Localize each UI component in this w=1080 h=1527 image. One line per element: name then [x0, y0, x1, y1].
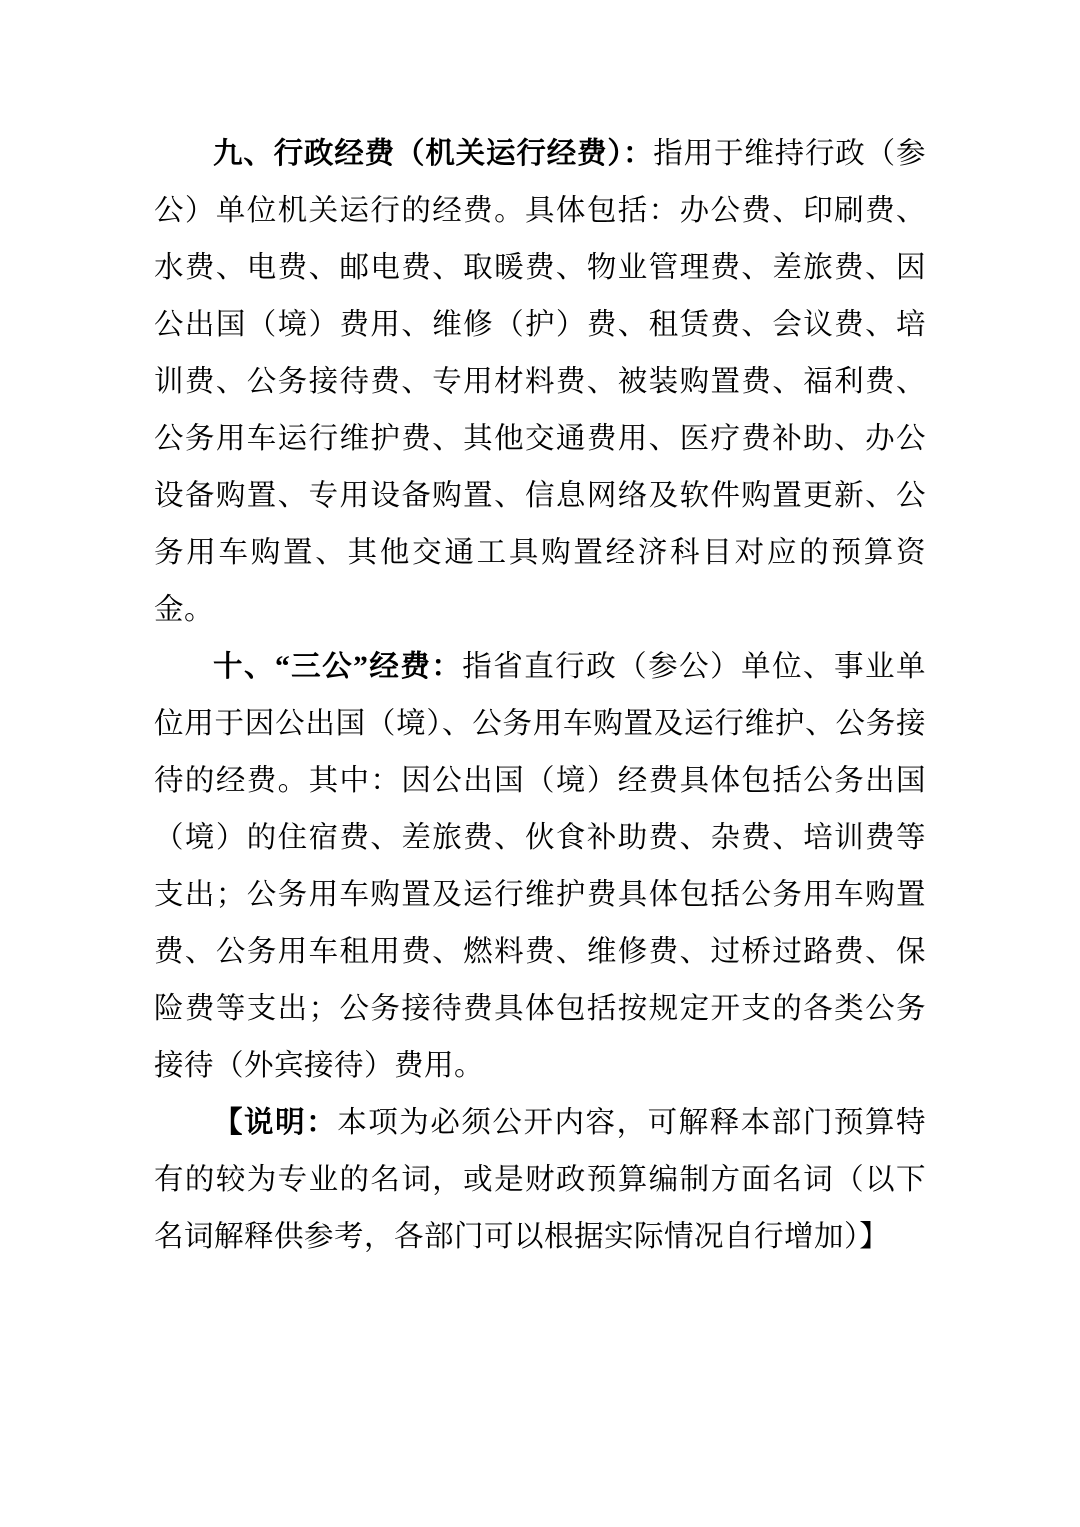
- paragraph-three-public-expenses: [154, 639, 926, 1095]
- paragraph-note-lead: 【说明：: [213, 1107, 338, 1139]
- paragraph-admin-expenses-lead: 九、行政经费（机关运行经费）：: [213, 138, 654, 170]
- paragraph-three-public-expenses-body: 指省直行政（参公）单位、事业单位用于因公出国（境）、公务用车购置及运行维护、公务接待的经费。其中：因公出国（境）经费具体包括公务出国（境）的住宿费、差旅费、伙食补助费、杂费、培训费等支出；公务用车购置及运行维护费具体包括公务用车购置费、公务用车租用费、燃料费、维修费、过桥过路费、保险费等支出；公务接待费具体包括按规定开支的各类公务接待（外宾接待）费用。: [154, 651, 926, 1082]
- paragraph-note-body: 本项为必须公开内容，可解释本部门预算特有的较为专业的名词，或是财政预算编制方面名词（以下名词解释供参考，各部门可以根据实际情况自行增加）】: [154, 1107, 926, 1253]
- paragraph-admin-expenses: [154, 126, 926, 639]
- paragraph-three-public-expenses-lead: 十、“三公”经费：: [213, 651, 463, 683]
- paragraph-note: [154, 1095, 926, 1266]
- document-text-block: [154, 126, 926, 1266]
- paragraph-admin-expenses-body: 指用于维持行政（参公）单位机关运行的经费。具体包括：办公费、印刷费、水费、电费、邮电费、取暖费、物业管理费、差旅费、因公出国（境）费用、维修（护）费、租赁费、会议费、培训费、公务接待费、专用材料费、被装购置费、福利费、公务用车运行维护费、其他交通费用、医疗费补助、办公设备购置、专用设备购置、信息网络及软件购置更新、公务用车购置、其他交通工具购置经济科目对应的预算资金。: [154, 138, 926, 626]
